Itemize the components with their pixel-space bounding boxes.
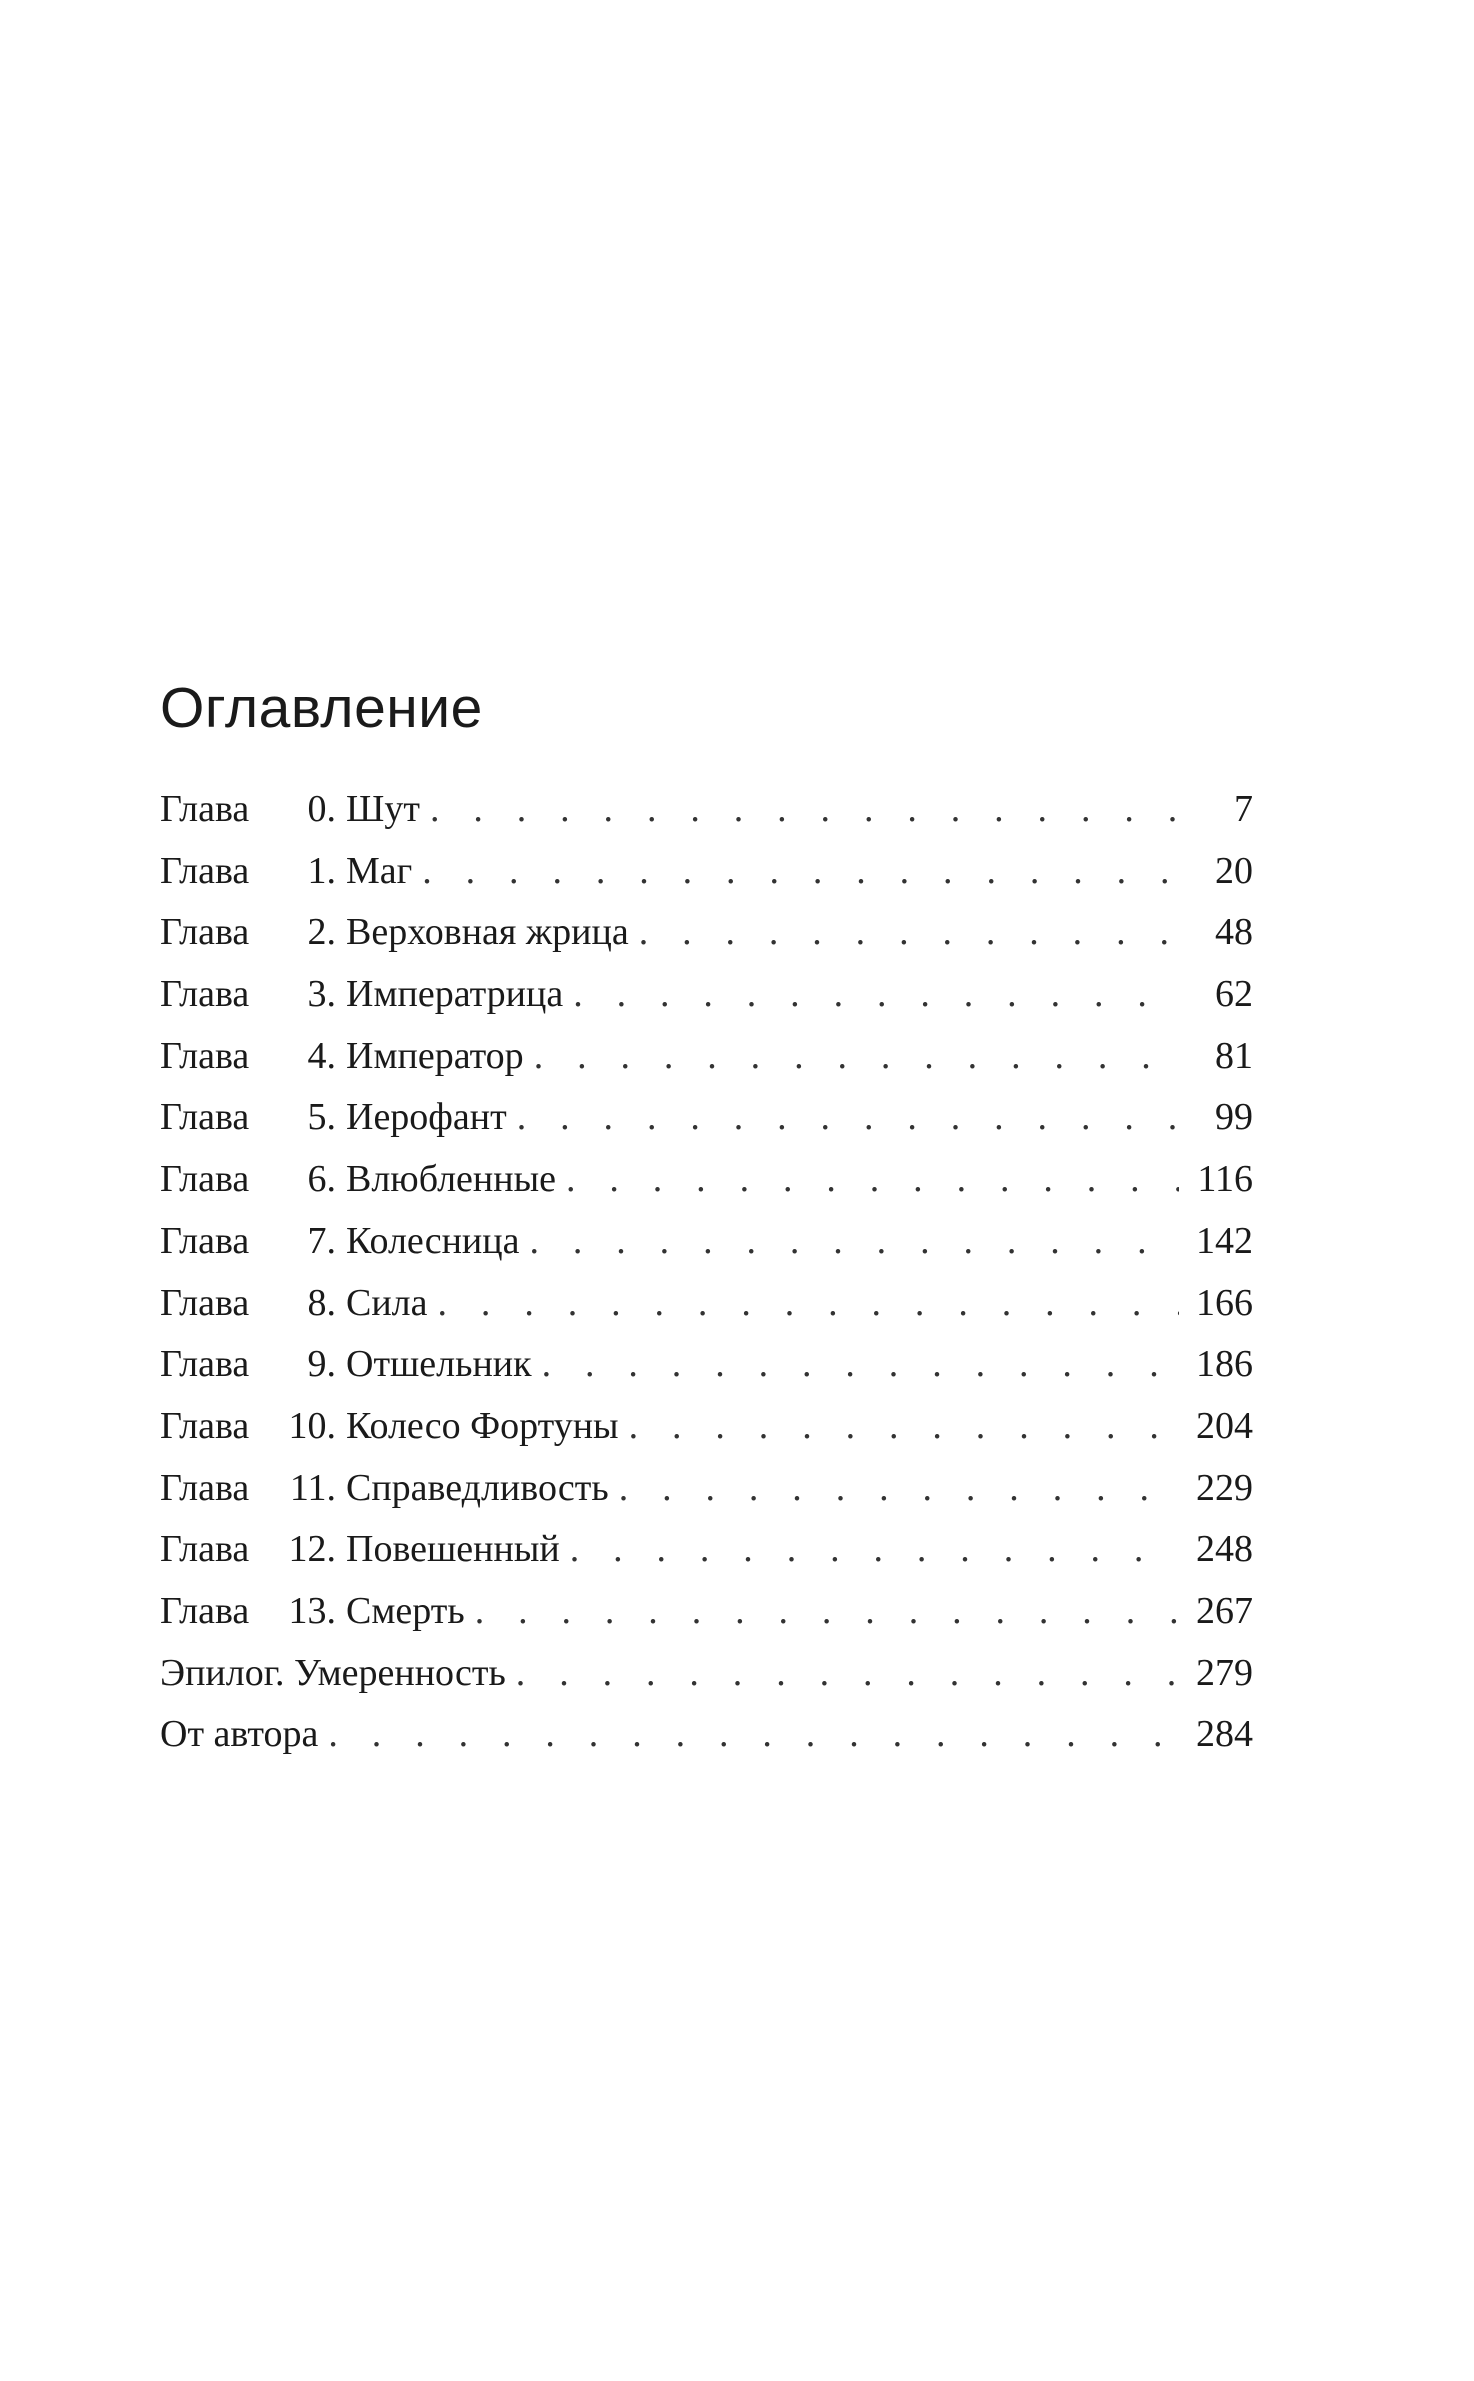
chapter-number: 9. <box>307 1343 336 1386</box>
page-number: 186 <box>1196 1343 1253 1386</box>
chapter-label: Глава <box>160 1158 250 1201</box>
page-number: 99 <box>1215 1096 1253 1139</box>
page-number: 20 <box>1215 849 1253 892</box>
chapter-number: 4. <box>307 1034 336 1077</box>
chapter-title: Повешенный <box>346 1528 560 1571</box>
author-note-title: От автора <box>160 1713 319 1756</box>
chapter-number: 3. <box>307 973 336 1016</box>
toc-entry-chapter-8[interactable] <box>160 1273 1253 1335</box>
toc-entry-chapter-2[interactable] <box>160 902 1253 964</box>
dot-leader <box>475 1581 1179 1643</box>
chapter-number: 1. <box>307 849 336 892</box>
page-number: 116 <box>1197 1158 1253 1201</box>
chapter-title: Императрица <box>346 973 564 1016</box>
chapter-label: Глава <box>160 788 250 830</box>
chapter-number: 12. <box>288 1528 336 1571</box>
chapter-title: Отшельник <box>346 1343 532 1386</box>
dot-leader <box>542 1334 1179 1396</box>
chapter-title: Император <box>346 1034 524 1077</box>
toc-title: Оглавление <box>160 676 483 740</box>
chapter-label: Глава <box>160 1219 250 1262</box>
dot-leader <box>430 779 1179 841</box>
page-number: 229 <box>1196 1466 1253 1509</box>
dot-leader <box>570 1519 1179 1581</box>
chapter-number: 11. <box>289 1466 336 1509</box>
toc-entry-chapter-11[interactable] <box>160 1458 1253 1520</box>
page-number: 142 <box>1196 1219 1253 1262</box>
chapter-title: Сила <box>346 1281 428 1324</box>
toc-entry-chapter-5[interactable] <box>160 1087 1253 1149</box>
chapter-label: Глава <box>160 1343 250 1386</box>
toc-entry-chapter-1[interactable] <box>160 841 1253 903</box>
page-number: 267 <box>1196 1589 1253 1632</box>
chapter-title: Шут <box>346 788 420 830</box>
toc-entry-chapter-4[interactable] <box>160 1026 1253 1088</box>
toc-entry-chapter-6[interactable] <box>160 1149 1253 1211</box>
toc-entry-chapter-10[interactable] <box>160 1396 1253 1458</box>
dot-leader <box>566 1149 1179 1211</box>
toc-entry-epilogue[interactable] <box>160 1643 1253 1705</box>
chapter-number: 0. <box>307 788 336 830</box>
chapter-label: Глава <box>160 1096 250 1139</box>
toc-entry-chapter-13[interactable] <box>160 1581 1253 1643</box>
chapter-number: 2. <box>307 911 336 954</box>
page-number: 204 <box>1196 1404 1253 1447</box>
dot-leader <box>639 902 1179 964</box>
page-number: 48 <box>1215 911 1253 954</box>
chapter-number: 6. <box>307 1158 336 1201</box>
toc-entry-chapter-3[interactable] <box>160 964 1253 1026</box>
chapter-number: 10. <box>288 1404 336 1447</box>
toc-entry-chapter-12[interactable] <box>160 1519 1253 1581</box>
chapter-title: Верховная жрица <box>346 911 629 954</box>
dot-leader <box>328 1704 1179 1766</box>
chapter-label: Глава <box>160 1404 250 1447</box>
dot-leader <box>529 1211 1179 1273</box>
chapter-title: Маг <box>346 849 413 892</box>
chapter-label: Глава <box>160 1466 250 1509</box>
chapter-label: Глава <box>160 1034 250 1077</box>
toc-entry-chapter-9[interactable] <box>160 1334 1253 1396</box>
chapter-title: Справедливость <box>346 1466 609 1509</box>
page-number: 166 <box>1196 1281 1253 1324</box>
chapter-number: 13. <box>288 1589 336 1632</box>
chapter-number: 5. <box>307 1096 336 1139</box>
dot-leader <box>619 1458 1179 1520</box>
dot-leader <box>517 1087 1179 1149</box>
dot-leader <box>516 1643 1179 1705</box>
chapter-number: 8. <box>307 1281 336 1324</box>
toc-entry-chapter-0[interactable] <box>160 779 1253 841</box>
chapter-title: Колесо Фортуны <box>346 1404 619 1447</box>
chapter-number: 7. <box>307 1219 336 1262</box>
toc-entry-author-note[interactable] <box>160 1704 1253 1766</box>
chapter-label: Глава <box>160 849 250 892</box>
dot-leader <box>438 1273 1179 1335</box>
dot-leader <box>534 1026 1179 1088</box>
dot-leader <box>422 841 1179 903</box>
page-number: 81 <box>1215 1034 1253 1077</box>
chapter-title: Колесница <box>346 1219 520 1262</box>
chapter-label: Глава <box>160 1528 250 1571</box>
page-number: 7 <box>1234 788 1253 830</box>
page-number: 62 <box>1215 973 1253 1016</box>
dot-leader <box>573 964 1179 1026</box>
dot-leader <box>629 1396 1179 1458</box>
chapter-label: Глава <box>160 1281 250 1324</box>
chapter-title: Влюбленные <box>346 1158 556 1201</box>
page-number: 248 <box>1196 1528 1253 1571</box>
page-number: 279 <box>1196 1651 1253 1694</box>
chapter-label: Глава <box>160 1589 250 1632</box>
toc-list <box>160 779 1253 1766</box>
chapter-title: Иерофант <box>346 1096 507 1139</box>
chapter-title: Смерть <box>346 1589 465 1632</box>
toc-entry-chapter-7[interactable] <box>160 1211 1253 1273</box>
chapter-label: Глава <box>160 911 250 954</box>
chapter-label: Глава <box>160 973 250 1016</box>
epilogue-title: Эпилог. Умеренность <box>160 1651 506 1694</box>
page-number: 284 <box>1196 1713 1253 1756</box>
